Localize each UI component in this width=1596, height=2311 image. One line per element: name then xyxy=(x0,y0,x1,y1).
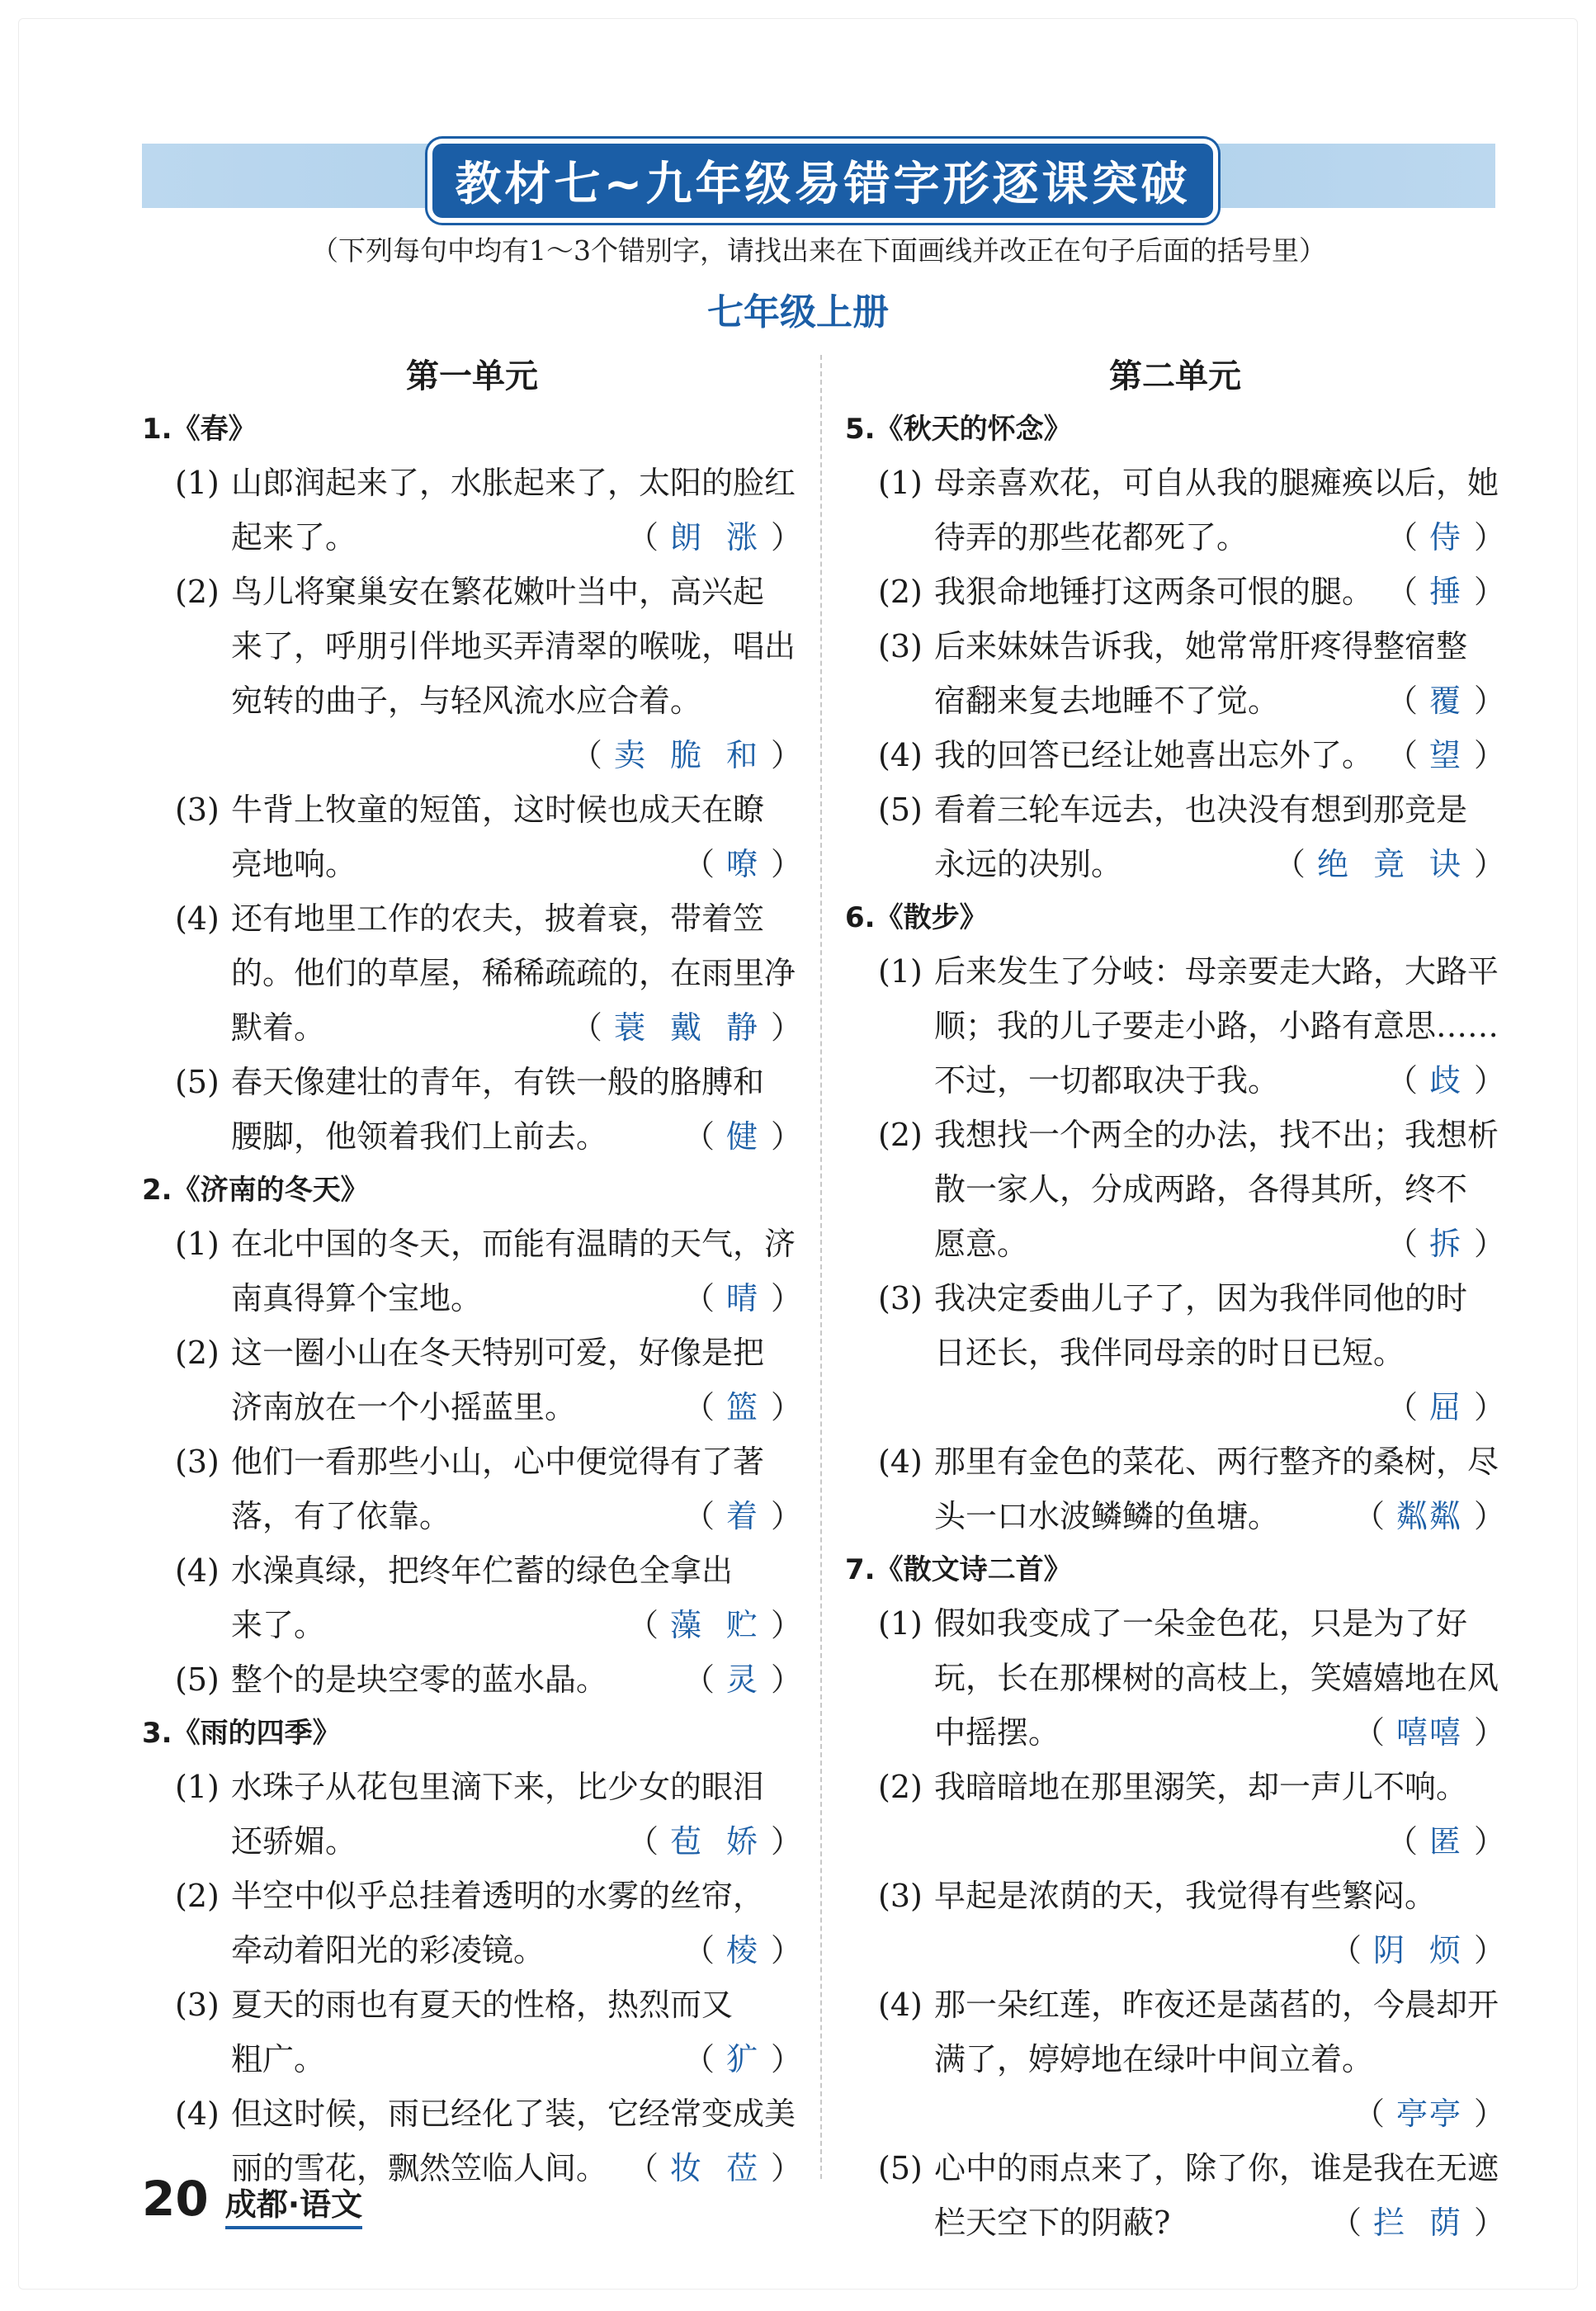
answer: 烦 xyxy=(1428,1932,1462,1968)
item-number: (4) xyxy=(878,1444,923,1480)
sentence-line: 我的回答已经让她喜出忘外了。 xyxy=(934,737,1374,773)
unit-heading-right: 第二单元 xyxy=(1109,357,1241,395)
sentence-line: 不过，一切都取决于我。 xyxy=(934,1062,1280,1099)
exercise-item xyxy=(845,456,1505,565)
answer-box: （ 拦 荫 ） xyxy=(1329,2205,1505,2241)
answer: 粼粼 xyxy=(1395,1498,1462,1534)
sentence-line: 水澡真绿，把终年伫蓄的绿色全拿出 xyxy=(231,1552,734,1589)
sentence-line: 看着三轮车远去，也决没有想到那竞是 xyxy=(934,792,1468,828)
answer-box: （ 犷 ） xyxy=(682,2041,802,2077)
answer-box: （ 妆 莅 ） xyxy=(626,2150,802,2186)
lesson-title: 5.《秋天的怀念》 xyxy=(845,413,1072,446)
exercise-item xyxy=(142,1543,802,1652)
lesson-title: 7.《散文诗二首》 xyxy=(845,1553,1072,1586)
exercise-item xyxy=(845,1760,1505,1869)
item-number: (3) xyxy=(175,1444,220,1480)
item-number: (1) xyxy=(878,465,923,501)
sentence-line: 济南放在一个小摇蓝里。 xyxy=(231,1389,577,1425)
answer: 着 xyxy=(725,1498,759,1534)
exercise-item xyxy=(142,1760,802,1869)
answer-box: （ 歧 ） xyxy=(1386,1062,1505,1099)
sentence-line: 水珠子从花包里滴下来，比少女的眼泪 xyxy=(231,1769,765,1805)
answer-box: （ 健 ） xyxy=(682,1118,802,1155)
exercise-item xyxy=(142,1869,802,1978)
item-number: (1) xyxy=(878,953,923,990)
exercise-item xyxy=(845,728,1505,782)
answer-box: （ 捶 ） xyxy=(1386,574,1505,610)
answer: 望 xyxy=(1428,737,1462,773)
item-number: (1) xyxy=(175,1769,220,1805)
sentence-line: 散一家人，分成两路，各得其所，终不 xyxy=(934,1171,1468,1207)
item-number: (5) xyxy=(175,1661,220,1698)
sentence-line: 假如我变成了一朵金色花，只是为了好 xyxy=(934,1605,1468,1642)
answer: 健 xyxy=(725,1118,759,1155)
answer: 卖 xyxy=(613,737,647,773)
answer-box: （ 朗 涨 ） xyxy=(626,519,802,555)
book-title: 成都·语文 xyxy=(225,2179,362,2229)
exercise-item xyxy=(845,944,1505,1108)
sentence-line: 鸟儿将窠巢安在繁花嫩叶当中，高兴起 xyxy=(231,574,765,610)
sentence-line: 栏天空下的阴蔽? xyxy=(934,2205,1171,2241)
sentence-line: 我决定委曲儿子了，因为我伴同他的时 xyxy=(934,1280,1468,1316)
sentence-line: 母亲喜欢花，可自从我的腿瘫痪以后，她 xyxy=(934,465,1499,501)
item-number: (4) xyxy=(175,1552,220,1589)
answer: 晴 xyxy=(725,1280,759,1316)
exercise-item xyxy=(845,619,1505,728)
sentence-line: 那一朵红莲，昨夜还是菡萏的，今晨却开 xyxy=(934,1987,1499,2023)
sentence-line: 落，有了依靠。 xyxy=(231,1498,451,1534)
sentence-line: 丽的雪花，飘然笠临人间。 xyxy=(231,2150,608,2186)
answer: 嘹 xyxy=(725,846,759,882)
answer: 荫 xyxy=(1428,2205,1462,2241)
sentence-line: 早起是浓荫的天，我觉得有些繁闷。 xyxy=(934,1878,1437,1914)
answer: 犷 xyxy=(725,2041,759,2077)
answer-box: （ 嘹 ） xyxy=(682,846,802,882)
page-footer xyxy=(142,2171,362,2229)
answer: 篮 xyxy=(725,1389,759,1425)
sentence-line: 这一圈小山在冬天特别可爱，好像是把 xyxy=(231,1335,765,1371)
exercise-item xyxy=(142,565,802,782)
right-column xyxy=(845,403,1505,2250)
sentence-line: 腰脚，他领着我们上前去。 xyxy=(231,1118,608,1155)
answer: 拦 xyxy=(1372,2205,1406,2241)
exercise-item xyxy=(142,891,802,1055)
answer: 侍 xyxy=(1428,519,1462,555)
answer: 歧 xyxy=(1428,1062,1462,1099)
page-number: 20 xyxy=(142,2171,209,2227)
answer: 亭亭 xyxy=(1395,2096,1462,2132)
answer: 苞 xyxy=(669,1823,703,1860)
sentence-line: 我暗暗地在那里溺笑，却一声儿不响。 xyxy=(934,1769,1468,1805)
item-number: (1) xyxy=(175,1226,220,1262)
answer: 屈 xyxy=(1428,1389,1462,1425)
sentence-line: 宿翻来复去地睡不了觉。 xyxy=(934,683,1280,719)
answer: 捶 xyxy=(1428,574,1462,610)
sentence-line: 的。他们的草屋，稀稀疏疏的，在雨里净 xyxy=(231,955,796,991)
answer: 拆 xyxy=(1428,1226,1462,1262)
answer-box: （ 藻 贮 ） xyxy=(626,1607,802,1643)
sentence-line: 心中的雨点来了，除了你，谁是我在无遮 xyxy=(934,2150,1499,2186)
item-number: (4) xyxy=(175,2096,220,2132)
answer: 涨 xyxy=(725,519,759,555)
item-number: (2) xyxy=(878,1117,923,1153)
exercise-item xyxy=(845,1869,1505,1978)
answer: 诀 xyxy=(1428,846,1462,882)
answer-box: （ 侍 ） xyxy=(1386,519,1505,555)
sentence-line: 但这时候，雨已经化了装，它经常变成美 xyxy=(231,2096,796,2132)
sentence-line: 后来发生了分岐：母亲要走大路，大路平 xyxy=(934,953,1499,990)
answer-box: （ 苞 娇 ） xyxy=(626,1823,802,1860)
answer: 藻 xyxy=(669,1607,703,1643)
exercise-item xyxy=(845,565,1505,619)
exercise-item xyxy=(845,1596,1505,1760)
item-number: (4) xyxy=(878,1987,923,2023)
exercise-item xyxy=(845,782,1505,891)
exercise-item xyxy=(142,1978,802,2087)
answer-box: （ 阴 烦 ） xyxy=(934,1923,1505,1978)
sentence-line: 永远的决别。 xyxy=(934,846,1123,882)
item-number: (2) xyxy=(878,574,923,610)
answer-box: （ 望 ） xyxy=(1386,737,1505,773)
lesson-title: 2.《济南的冬天》 xyxy=(142,1174,369,1207)
answer: 棱 xyxy=(725,1932,759,1968)
answer-box: （ 覆 ） xyxy=(1386,683,1505,719)
answer-box: （ 嘻嘻 ） xyxy=(1353,1714,1505,1751)
lesson-title: 1.《春》 xyxy=(142,413,257,446)
sentence-line: 在北中国的冬天，而能有温睛的天气，济 xyxy=(231,1226,796,1262)
item-number: (3) xyxy=(878,628,923,664)
answer: 脆 xyxy=(669,737,703,773)
answer-box: （ 晴 ） xyxy=(682,1280,802,1316)
instructions: （下列每句中均有1～3个错别字，请找出来在下面画线并改正在句子后面的括号里） xyxy=(311,234,1326,267)
exercise-item xyxy=(142,1055,802,1164)
sentence-line: 半空中似乎总挂着透明的水雾的丝帘， xyxy=(231,1878,765,1914)
sentence-line: 还骄媚。 xyxy=(231,1823,357,1860)
answer: 娇 xyxy=(725,1823,759,1860)
answer: 竟 xyxy=(1372,846,1406,882)
answer: 灵 xyxy=(725,1661,759,1698)
answer-box: （ 灵 ） xyxy=(682,1661,802,1698)
answer: 妆 xyxy=(669,2150,703,2186)
item-number: (3) xyxy=(175,792,220,828)
answer-box: （ 篮 ） xyxy=(682,1389,802,1425)
lesson-title: 3.《雨的四季》 xyxy=(142,1717,341,1750)
item-number: (2) xyxy=(175,1878,220,1914)
sentence-line: 头一口水波鳞鳞的鱼塘。 xyxy=(934,1498,1280,1534)
answer-box: （ 蓑 戴 静 ） xyxy=(570,1009,802,1046)
exercise-item xyxy=(142,1652,802,1707)
item-number: (2) xyxy=(175,1335,220,1371)
title-pill xyxy=(427,139,1218,223)
grade-heading: 七年级上册 xyxy=(707,291,889,333)
sentence-line: 满了，婷婷地在绿叶中间立着。 xyxy=(934,2041,1374,2077)
answer-box: （ 绝 竟 诀 ） xyxy=(1273,846,1505,882)
exercise-item xyxy=(845,1108,1505,1271)
sentence-line: 来了，呼朋引伴地买弄清翠的喉咙，唱出 xyxy=(231,628,796,664)
sentence-line: 顺；我的儿子要走小路，小路有意思…… xyxy=(934,1008,1499,1044)
item-number: (1) xyxy=(175,465,220,501)
sentence-line: 粗广。 xyxy=(231,2041,326,2077)
answer: 蓑 xyxy=(613,1009,647,1046)
sentence-line: 夏天的雨也有夏天的性格，热烈而又 xyxy=(231,1987,734,2023)
sentence-line: 南真得算个宝地。 xyxy=(231,1280,483,1316)
exercise-item xyxy=(142,1326,802,1434)
answer: 贮 xyxy=(725,1607,759,1643)
answer-box: （ 棱 ） xyxy=(682,1932,802,1968)
answer: 嘻嘻 xyxy=(1395,1714,1462,1751)
item-number: (5) xyxy=(878,2150,923,2186)
sentence-line: 亮地响。 xyxy=(231,846,357,882)
answer: 覆 xyxy=(1428,683,1462,719)
column-divider xyxy=(820,355,822,2179)
item-number: (3) xyxy=(878,1280,923,1316)
answer-box: （ 匿 ） xyxy=(934,1814,1505,1869)
item-number: (1) xyxy=(878,1605,923,1642)
sentence-line: 我想找一个两全的办法，找不出；我想析 xyxy=(934,1117,1499,1153)
item-number: (5) xyxy=(878,792,923,828)
answer: 静 xyxy=(725,1009,759,1046)
answer: 莅 xyxy=(725,2150,759,2186)
item-number: (5) xyxy=(175,1064,220,1100)
sentence-line: 默着。 xyxy=(231,1009,326,1046)
item-number: (3) xyxy=(878,1878,923,1914)
answer: 朗 xyxy=(669,519,703,555)
sentence-line: 玩，长在那棵树的高枝上，笑嬉嬉地在风 xyxy=(934,1660,1499,1696)
exercise-item xyxy=(845,1434,1505,1543)
answer-box: （ 亭亭 ） xyxy=(934,2087,1505,2141)
sentence-line: 愿意。 xyxy=(934,1226,1029,1262)
answer-box: （ 卖 脆 和 ） xyxy=(231,728,802,782)
sentence-line: 他们一看那些小山，心中便觉得有了著 xyxy=(231,1444,765,1480)
sentence-line: 山郎润起来了，水胀起来了，太阳的脸红 xyxy=(231,465,796,501)
sentence-line: 还有地里工作的农夫，披着衰，带着笠 xyxy=(231,900,765,937)
answer: 阴 xyxy=(1372,1932,1406,1968)
exercise-item xyxy=(142,456,802,565)
answer: 匿 xyxy=(1428,1823,1462,1860)
sentence-line: 待弄的那些花都死了。 xyxy=(934,519,1249,555)
item-number: (4) xyxy=(175,900,220,937)
item-number: (4) xyxy=(878,737,923,773)
item-number: (3) xyxy=(175,1987,220,2023)
sentence-line: 牛背上牧童的短笛，这时候也成天在瞭 xyxy=(231,792,765,828)
item-number: (2) xyxy=(878,1769,923,1805)
answer: 戴 xyxy=(669,1009,703,1046)
sentence-line: 来了。 xyxy=(231,1607,326,1643)
left-column xyxy=(142,403,802,2195)
answer-box: （ 着 ） xyxy=(682,1498,802,1534)
sentence-line: 起来了。 xyxy=(231,519,357,555)
page-title: 教材七~九年级易错字形逐课突破 xyxy=(455,158,1191,211)
answer-box: （ 拆 ） xyxy=(1386,1226,1505,1262)
item-number: (2) xyxy=(175,574,220,610)
sentence-line: 中摇摆。 xyxy=(934,1714,1060,1751)
sentence-line: 整个的是块空零的蓝水晶。 xyxy=(231,1661,608,1698)
exercise-item xyxy=(142,1217,802,1326)
answer: 绝 xyxy=(1316,846,1350,882)
answer: 和 xyxy=(725,737,759,773)
exercise-item xyxy=(845,2141,1505,2250)
sentence-line: 牵动着阳光的彩凌镜。 xyxy=(231,1932,545,1968)
sentence-line: 后来妹妹告诉我，她常常肝疼得整宿整 xyxy=(934,628,1468,664)
exercise-item xyxy=(142,782,802,891)
sentence-line: 宛转的曲子，与轻风流水应合着。 xyxy=(231,683,702,719)
lesson-title: 6.《散步》 xyxy=(845,901,988,934)
answer-box: （ 屈 ） xyxy=(934,1380,1505,1434)
sentence-line: 日还长，我伴同母亲的时日已短。 xyxy=(934,1335,1405,1371)
exercise-item xyxy=(845,1978,1505,2141)
exercise-item xyxy=(142,1434,802,1543)
sentence-line: 我狠命地锤打这两条可恨的腿。 xyxy=(934,574,1374,610)
unit-heading-left: 第一单元 xyxy=(406,357,538,395)
sentence-line: 那里有金色的菜花、两行整齐的桑树，尽 xyxy=(934,1444,1499,1480)
sentence-line: 春天像建壮的青年，有铁一般的胳膊和 xyxy=(231,1064,765,1100)
exercise-item xyxy=(845,1271,1505,1434)
answer-box: （ 粼粼 ） xyxy=(1353,1498,1505,1534)
